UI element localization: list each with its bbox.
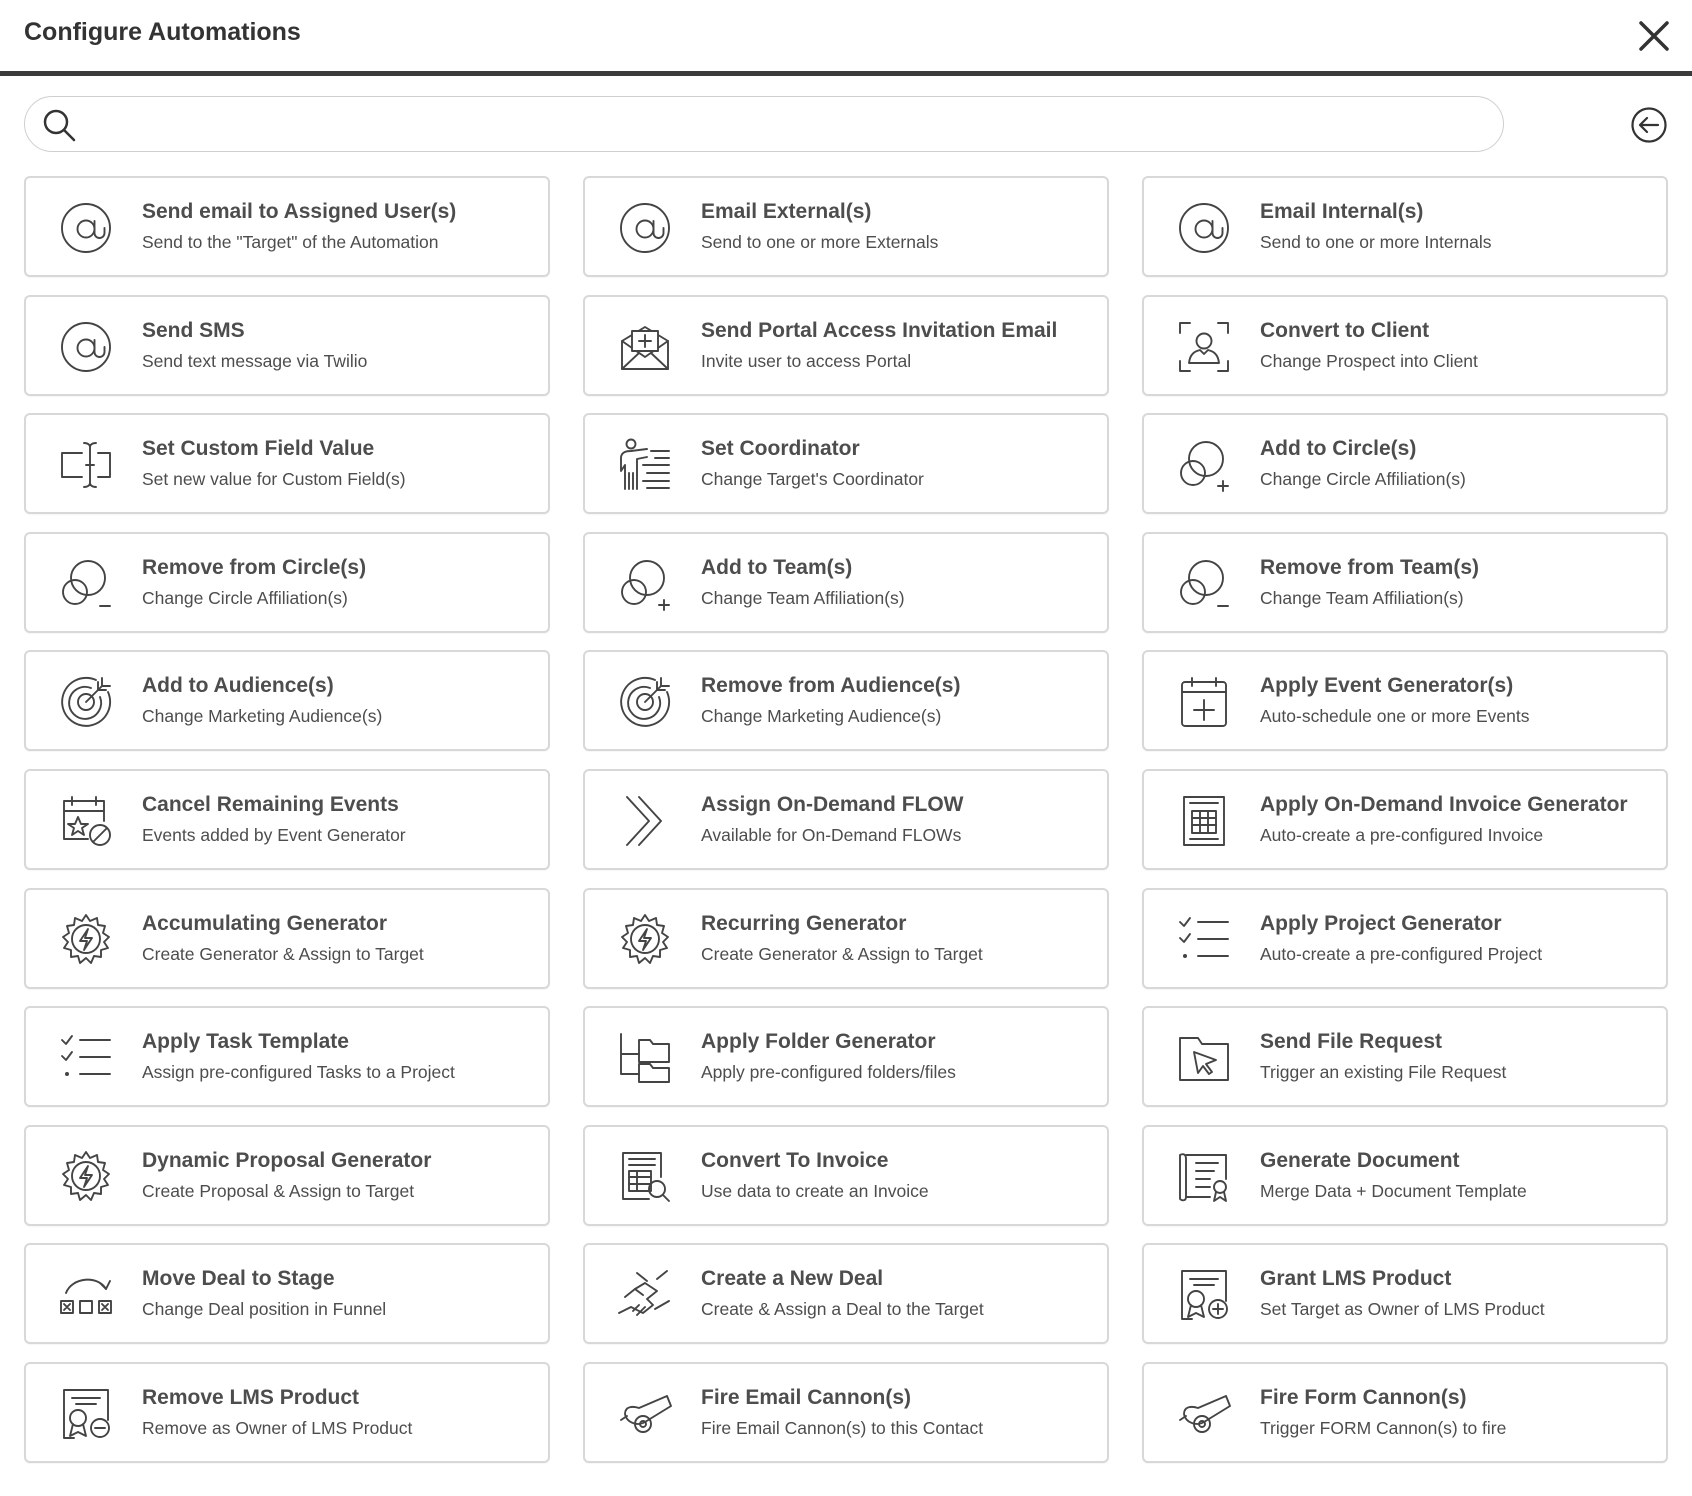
card-subtitle: Apply pre-configured folders/files (701, 1062, 956, 1083)
card-title: Generate Document (1260, 1148, 1460, 1172)
automation-card-send-file-request[interactable] (1142, 1006, 1668, 1107)
card-subtitle: Create Generator & Assign to Target (142, 943, 424, 964)
automation-card-fire-form-cannons[interactable] (1142, 1362, 1668, 1463)
circles-plus-icon (617, 556, 673, 612)
card-subtitle: Assign pre-configured Tasks to a Project (142, 1062, 455, 1083)
circles-minus-icon (58, 556, 114, 612)
double-chevron-right-icon (617, 793, 673, 849)
card-subtitle: Trigger an existing File Request (1260, 1062, 1507, 1083)
card-subtitle: Use data to create an Invoice (701, 1180, 929, 1201)
target-dart-icon (617, 674, 673, 730)
card-title: Grant LMS Product (1260, 1267, 1452, 1291)
card-title: Add to Team(s) (701, 555, 853, 579)
automation-card-grant-lms-product[interactable] (1142, 1243, 1668, 1344)
card-subtitle: Change Team Affiliation(s) (1260, 587, 1464, 608)
card-title: Fire Email Cannon(s) (701, 1385, 912, 1409)
folder-cursor-icon (1176, 1030, 1232, 1086)
card-subtitle: Change Circle Affiliation(s) (1260, 469, 1466, 490)
card-subtitle: Send to one or more Externals (701, 232, 939, 252)
card-title: Recurring Generator (701, 911, 907, 935)
card-title: Apply Event Generator(s) (1260, 674, 1514, 698)
at-sign-icon (617, 200, 673, 256)
card-subtitle: Change Marketing Audience(s) (142, 706, 383, 727)
card-title: Create a New Deal (701, 1267, 884, 1291)
card-title: Apply On-Demand Invoice Generator (1260, 792, 1628, 816)
gear-bolt-icon (58, 912, 114, 968)
card-title: Apply Task Template (142, 1030, 349, 1054)
gear-bolt-icon (617, 912, 673, 968)
card-title: Email External(s) (701, 200, 872, 223)
cannon-icon (1176, 1386, 1232, 1442)
search-input[interactable] (91, 105, 1481, 143)
invoice-search-icon (617, 1149, 673, 1205)
automation-card-create-new-deal[interactable] (583, 1243, 1109, 1344)
checklist-icon (58, 1030, 114, 1086)
at-sign-icon (58, 319, 114, 375)
card-subtitle: Auto-create a pre-configured Project (1260, 943, 1543, 964)
automation-card-send-portal-invite[interactable] (583, 295, 1109, 396)
card-title: Apply Folder Generator (701, 1030, 936, 1054)
automation-card-add-to-audiences[interactable] (24, 650, 550, 751)
card-title: Send SMS (142, 318, 245, 342)
card-title: Move Deal to Stage (142, 1267, 335, 1291)
back-arrow-icon[interactable] (1630, 106, 1668, 144)
card-title: Cancel Remaining Events (142, 792, 399, 816)
circles-plus-icon (1176, 437, 1232, 493)
automation-card-remove-from-circles[interactable] (24, 532, 550, 633)
automation-card-convert-to-client[interactable] (1142, 295, 1668, 396)
automation-card-remove-lms-product[interactable] (24, 1362, 550, 1463)
card-subtitle: Change Deal position in Funnel (142, 1299, 387, 1320)
dialog-title: Configure Automations (24, 18, 301, 46)
card-subtitle: Create Proposal & Assign to Target (142, 1180, 415, 1201)
automation-card-assign-on-demand-flow[interactable] (583, 769, 1109, 870)
card-subtitle: Send text message via Twilio (142, 350, 368, 371)
card-subtitle: Change Team Affiliation(s) (701, 587, 905, 608)
automation-card-move-deal-to-stage[interactable] (24, 1243, 550, 1344)
certificate-plus-icon (1176, 1267, 1232, 1323)
card-title: Remove from Audience(s) (701, 674, 961, 698)
card-subtitle: Create Generator & Assign to Target (701, 943, 983, 964)
target-dart-icon (58, 674, 114, 730)
card-subtitle: Change Prospect into Client (1260, 350, 1478, 371)
card-subtitle: Change Target's Coordinator (701, 469, 924, 490)
automation-card-apply-folder-generator[interactable] (583, 1006, 1109, 1107)
card-title: Convert To Invoice (701, 1148, 889, 1172)
card-title: Fire Form Cannon(s) (1260, 1385, 1467, 1409)
envelope-plus-icon (617, 319, 673, 375)
certificate-minus-icon (58, 1386, 114, 1442)
automation-card-apply-task-template[interactable] (24, 1006, 550, 1107)
card-title: Remove from Circle(s) (142, 555, 367, 579)
presenter-list-icon (617, 437, 673, 493)
gear-bolt-icon (58, 1149, 114, 1205)
at-sign-icon (1176, 200, 1232, 256)
card-subtitle: Set new value for Custom Field(s) (142, 469, 406, 490)
automation-card-apply-event-generators[interactable] (1142, 650, 1668, 751)
calendar-cancel-icon (58, 793, 114, 849)
automation-card-remove-from-audiences[interactable] (583, 650, 1109, 751)
card-subtitle: Merge Data + Document Template (1260, 1180, 1527, 1201)
card-title: Add to Audience(s) (142, 674, 334, 698)
card-title: Remove LMS Product (142, 1385, 360, 1409)
card-subtitle: Events added by Event Generator (142, 824, 406, 845)
dialog-header (0, 0, 1692, 76)
card-subtitle: Trigger FORM Cannon(s) to fire (1260, 1417, 1507, 1438)
automation-grid (24, 176, 1668, 1463)
user-frame-icon (1176, 319, 1232, 375)
card-subtitle: Fire Email Cannon(s) to this Contact (701, 1417, 984, 1438)
card-title: Send File Request (1260, 1030, 1443, 1054)
card-title: Email Internal(s) (1260, 200, 1424, 223)
close-icon[interactable] (1636, 18, 1672, 54)
automation-card-add-to-teams[interactable] (583, 532, 1109, 633)
folder-tree-icon (617, 1030, 673, 1086)
card-title: Set Coordinator (701, 437, 860, 461)
card-title: Add to Circle(s) (1260, 437, 1417, 461)
card-subtitle: Available for On-Demand FLOWs (701, 824, 962, 845)
automation-card-cancel-remaining-events[interactable] (24, 769, 550, 870)
card-title: Convert to Client (1260, 318, 1430, 342)
circles-minus-icon (1176, 556, 1232, 612)
card-subtitle: Send to one or more Internals (1260, 232, 1492, 252)
card-title: Dynamic Proposal Generator (142, 1148, 432, 1172)
at-sign-icon (58, 200, 114, 256)
card-subtitle: Set Target as Owner of LMS Product (1260, 1299, 1545, 1320)
automation-card-convert-to-invoice[interactable] (583, 1125, 1109, 1226)
card-title: Send Portal Access Invitation Email (701, 318, 1058, 342)
card-title: Apply Project Generator (1260, 911, 1502, 935)
invoice-document-icon (1176, 793, 1232, 849)
automation-card-accumulating-generator[interactable] (24, 888, 550, 989)
automation-card-remove-from-teams[interactable] (1142, 532, 1668, 633)
automation-card-recurring-generator[interactable] (583, 888, 1109, 989)
automation-card-apply-project-generator[interactable] (1142, 888, 1668, 989)
automation-card-set-coordinator[interactable] (583, 413, 1109, 514)
checklist-icon (1176, 912, 1232, 968)
card-subtitle: Auto-schedule one or more Events (1260, 706, 1530, 727)
automation-card-fire-email-cannons[interactable] (583, 1362, 1109, 1463)
automation-card-apply-invoice-generator[interactable] (1142, 769, 1668, 870)
cannon-icon (617, 1386, 673, 1442)
card-title: Remove from Team(s) (1260, 555, 1480, 579)
card-title: Accumulating Generator (142, 911, 388, 935)
automation-card-send-email-assigned[interactable] (24, 176, 550, 277)
card-subtitle: Invite user to access Portal (701, 350, 912, 371)
card-title: Assign On-Demand FLOW (701, 792, 964, 816)
card-subtitle: Change Circle Affiliation(s) (142, 587, 348, 608)
automation-card-dynamic-proposal-generator[interactable] (24, 1125, 550, 1226)
card-title: Set Custom Field Value (142, 437, 375, 461)
text-field-cursor-icon (58, 437, 114, 493)
automation-card-email-externals[interactable] (583, 176, 1109, 277)
card-subtitle: Auto-create a pre-configured Invoice (1260, 824, 1544, 845)
automation-card-set-custom-field[interactable] (24, 413, 550, 514)
automation-card-send-sms[interactable] (24, 295, 550, 396)
search-icon (41, 107, 77, 143)
automation-card-add-to-circles[interactable] (1142, 413, 1668, 514)
automation-card-email-internals[interactable] (1142, 176, 1668, 277)
document-certificate-icon (1176, 1149, 1232, 1205)
card-subtitle: Remove as Owner of LMS Product (142, 1417, 413, 1438)
handshake-icon (617, 1267, 673, 1323)
card-subtitle: Create & Assign a Deal to the Target (701, 1299, 984, 1320)
search-bar (24, 96, 1504, 152)
card-subtitle: Change Marketing Audience(s) (701, 706, 942, 727)
card-subtitle: Send to the "Target" of the Automation (142, 232, 439, 252)
automation-card-generate-document[interactable] (1142, 1125, 1668, 1226)
calendar-plus-icon (1176, 674, 1232, 730)
card-title: Send email to Assigned User(s) (142, 200, 457, 223)
stage-move-icon (58, 1267, 114, 1323)
